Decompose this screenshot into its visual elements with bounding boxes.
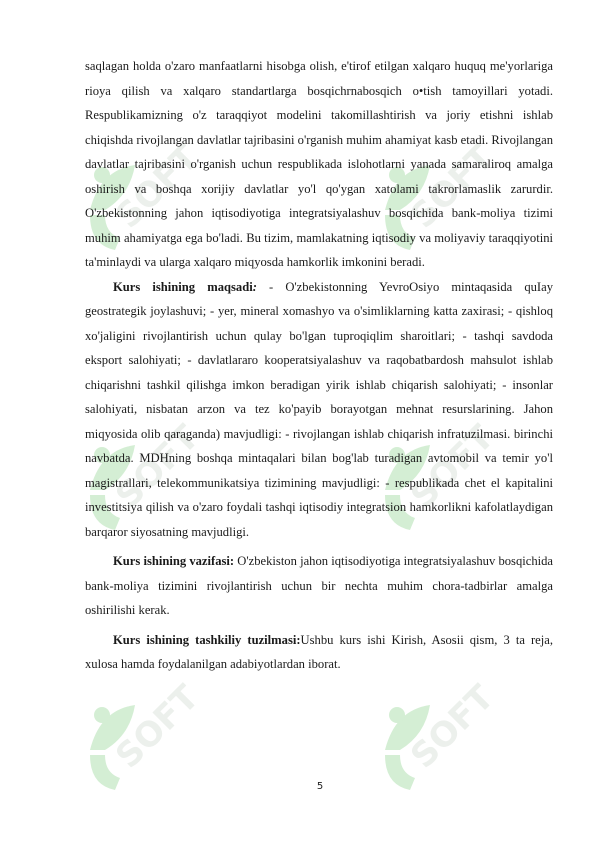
watermark-text: SOFT	[403, 677, 502, 777]
watermark-text: SOFT	[108, 417, 207, 517]
structure-paragraph	[85, 628, 553, 677]
structure-text: Ushbu kurs ishi Kirish, Asosii qism, 3 ta reja, xulosa hamda foydalanilgan adabiyotlardan iborat.	[85, 632, 553, 671]
watermark-text: SOFT	[403, 137, 502, 237]
page-number: 5	[316, 781, 324, 792]
watermark-text: SOFT	[108, 137, 207, 237]
tasks-heading: Kurs ishining vazifasi:	[113, 554, 235, 568]
watermark-text: SOFT	[108, 677, 207, 777]
structure-heading: Kurs ishining tashkiliy tuzilmasi:	[113, 632, 301, 647]
tasks-paragraph	[85, 549, 553, 623]
intro-paragraph: saqlagan holda o'zaro manfaatlarni hisobga olish, e'tirof etilgan xalqaro huquq me'yorlariga rioya qilish va xalqaro standartlarga bosqichrnabosqich o•tish tamoyillari yotadi. Respublikamizning o'z taraqqiyot modelini takomillashtirish va joriy etishni ishlab chiqishda rivojlangan davlatlar tajribasini o'rganish muhim ahamiyat kasb etadi. Rivojlangan davlatlar tajribasini o'rganish uchun respublikada islohotlarni yanada samaraliroq amalga oshirish va boshqa xorijiy davlatlar yo'l qo'ygan xatolami takrorlamaslik zarurdir. O'zbekistonning jahon iqtisodiyotiga integratsiyalashuv bosqichida bank-moliya tizimi muhim ahamiyatga ega bo'ladi. Bu tizim, mamlakatning iqtisodiy va moliyaviy taraqqiyotini ta'minlaydi va ularga xalqaro miqyosda hamkorlik imkonini beradi.	[85, 59, 553, 269]
watermark-text: SOFT	[403, 417, 502, 517]
tasks-text: O'zbekiston jahon iqtisodiyotiga integratsiyalashuv bosqichida bank-moliya tizimini rivojlantirish uchun bir nechta muhim chora-tadbirlar amalga oshirilishi kerak.	[85, 554, 554, 617]
goal-dash: -	[256, 279, 286, 294]
goal-colon: :	[252, 279, 257, 294]
goal-text: O'zbekistonning YevroOsiyo mintaqasida quIay geostrategik joylashuvi; - yer, mineral xomashyo va o'simliklarning katta zaxirasi; - qishloq xo'jaligini rivojlantirish uchun qulay bo'lgan tuproqiqlim sharoitlari; - tashqi savdoda eksport salohiyati; - davlatlararo kooperatsiyalashuv va raqobatbardosh mahsulot ishlab chiqarishni tashkil qilishga imkon beradigan yirik ishlab chiqarish salohiyati; - insonlar salohiyati, nisbatan arzon va tez ko'payib borayotgan mehnat resurslarining. Jahon miqyosida olib qaraganda) mavjudligi: - rivojlangan ishlab chiqarish infratuzilmasi. birinchi navbatda. MDHning boshqa mintaqalari bilan bog'lab turadigan avtomobil va temir yo'l magistrallari, telekommunikatsiya tizimining mavjudligi: - respublikada chet el kapitalini investitsiya qilish va o'zaro foydali tashqi iqtisodiy integratsion hamkorlikni kafolatlaydigan barqaror siyosatning mavjudligi.	[85, 279, 553, 539]
goal-heading: Kurs ishining maqsadi	[113, 279, 253, 294]
goal-paragraph	[85, 275, 553, 545]
body-text	[85, 54, 553, 677]
